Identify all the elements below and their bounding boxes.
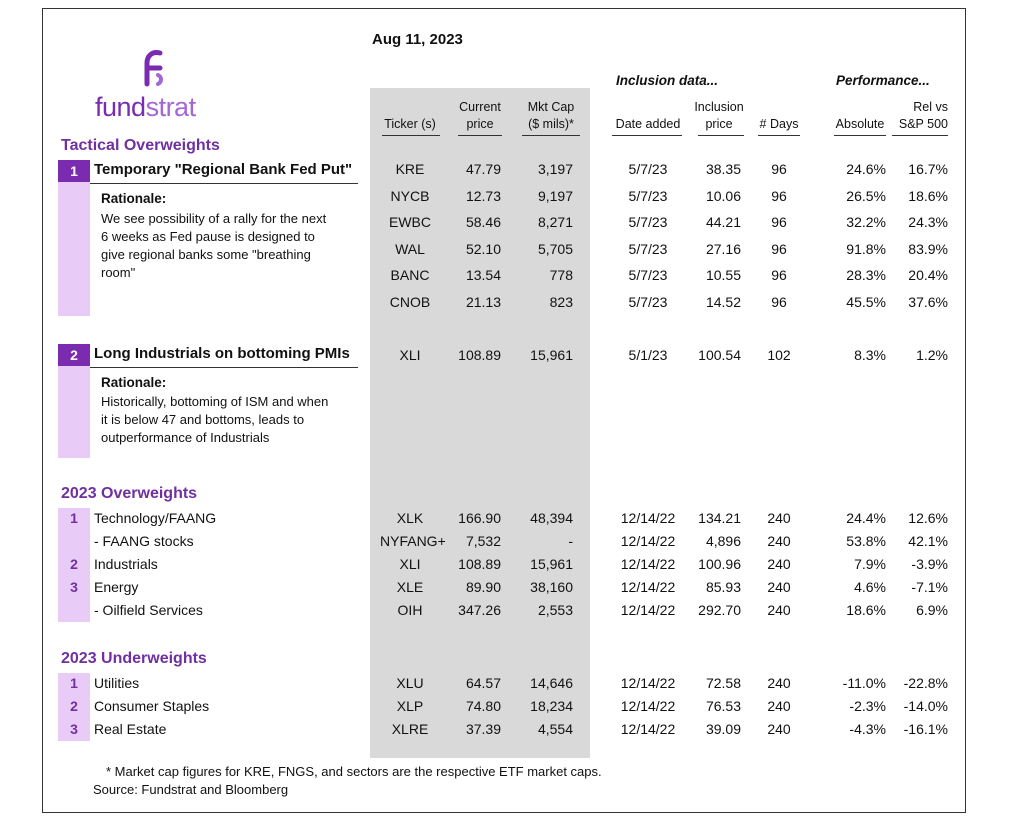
table-row-price: 108.89: [458, 556, 501, 572]
table-row-days: 96: [771, 161, 787, 177]
table-row-date: 12/14/22: [620, 533, 676, 549]
table-row-price: 21.13: [465, 293, 501, 310]
table-row-rel: 37.6%: [908, 293, 948, 310]
table-row-abs: 18.6%: [846, 602, 886, 618]
t2-ticker: XLI: [399, 347, 421, 363]
table-row-incl: 100.96: [698, 556, 741, 572]
col-incl-l1: Inclusion: [694, 100, 744, 114]
table-row-incl: 44.21: [705, 214, 741, 230]
rationale-line: outperformance of Industrials: [101, 430, 270, 445]
table-row-incl: 38.35: [705, 161, 741, 177]
header-underline: [834, 135, 886, 136]
table-row-abs: 45.5%: [846, 293, 886, 310]
table-row-abs: 28.3%: [846, 267, 886, 283]
table-row-days: 240: [767, 721, 791, 737]
table-row-incl: 14.52: [705, 293, 741, 310]
t2-mcap: 15,961: [530, 347, 573, 363]
section-2023-overweights: 2023 Overweights: [61, 485, 198, 502]
table-row-mcap: 8,271: [537, 214, 573, 230]
brand-fund: fund: [95, 92, 146, 122]
report-date: Aug 11, 2023: [372, 31, 463, 48]
inclusion-group-header: Inclusion data...: [616, 73, 719, 88]
table-row-abs: 4.6%: [854, 579, 886, 595]
tactical1-rationale-label: Rationale:: [101, 191, 167, 206]
table-row-date: 5/7/23: [628, 161, 668, 177]
col-incl-l2: price: [705, 117, 733, 131]
table-row-rel: 18.6%: [908, 187, 948, 204]
col-mcap-l2: ($ mils)*: [528, 117, 574, 131]
tactical1-title: Temporary "Regional Bank Fed Put": [94, 161, 353, 178]
sector-name: Industrials: [94, 556, 158, 572]
table-row-ticker: XLE: [396, 579, 424, 595]
table-row-mcap: 38,160: [530, 579, 573, 595]
table-row-rel: 20.4%: [908, 267, 948, 283]
rationale-line: it is below 47 and bottoms, leads to: [101, 412, 305, 427]
table-row-price: 47.79: [465, 161, 501, 177]
table-row-ticker: WAL: [395, 240, 425, 257]
table-row-price: 74.80: [465, 698, 501, 714]
table-row-ticker: XLP: [396, 698, 424, 714]
sector-name: Real Estate: [94, 721, 167, 737]
table-row-mcap: 2,553: [537, 602, 573, 618]
table-row-rel: 83.9%: [908, 240, 948, 257]
col-absolute: Absolute: [835, 117, 885, 131]
table-row-days: 240: [767, 510, 791, 526]
table-row-mcap: 778: [549, 267, 573, 283]
t2-date: 5/1/23: [628, 347, 668, 363]
table-row-days: 96: [771, 293, 787, 310]
table-row-price: 7,532: [465, 533, 501, 549]
table-row-price: 52.10: [465, 240, 501, 257]
table-row-abs: 26.5%: [846, 187, 886, 204]
row-number: 3: [70, 579, 78, 595]
table-row-date: 12/14/22: [620, 675, 676, 691]
table-row-price: 89.90: [465, 579, 501, 595]
tactical1-bar: [58, 160, 90, 316]
table-row-price: 64.57: [465, 675, 501, 691]
tactical2-title-underline: [90, 367, 358, 368]
tactical1-badge: 1: [58, 160, 90, 182]
table-row-mcap: -: [568, 533, 573, 549]
table-row-incl: 76.53: [705, 698, 741, 714]
table-row-abs: 53.8%: [846, 533, 886, 549]
rationale-line: Historically, bottoming of ISM and when: [101, 394, 329, 409]
tactical2-rationale-label: Rationale:: [101, 375, 167, 390]
row-number: 2: [70, 556, 78, 572]
row-number: 1: [70, 675, 78, 691]
col-days: # Days: [759, 117, 799, 131]
header-underline: [698, 135, 744, 136]
header-underline: [458, 135, 502, 136]
sector-name: - FAANG stocks: [94, 533, 194, 549]
rationale-line: room": [101, 265, 136, 280]
header-underline: [522, 135, 580, 136]
table-row-price: 166.90: [458, 510, 501, 526]
table-row-date: 5/7/23: [628, 214, 668, 230]
table-row-rel: 12.6%: [908, 510, 948, 526]
sector-name: - Oilfield Services: [94, 602, 203, 618]
table-row-mcap: 823: [549, 293, 573, 310]
table-row-ticker: XLRE: [391, 721, 429, 737]
sector-name: Technology/FAANG: [94, 510, 217, 526]
table-row-mcap: 48,394: [530, 510, 573, 526]
table-row-date: 5/7/23: [628, 187, 668, 204]
tactical2-badge: 2: [58, 344, 90, 366]
table-row-rel: 42.1%: [908, 533, 948, 549]
table-row-abs: 7.9%: [854, 556, 886, 572]
t2-price: 108.89: [458, 347, 501, 363]
table-row-incl: 10.55: [705, 267, 741, 283]
table-row-mcap: 4,554: [537, 721, 573, 737]
row-number: 3: [70, 721, 78, 737]
col-price-l2: price: [466, 117, 494, 131]
table-row-ticker: OIH: [397, 602, 423, 618]
table-row-abs: 24.6%: [846, 161, 886, 177]
table-row-abs: -11.0%: [842, 675, 886, 691]
footnote-mcap: * Market cap figures for KRE, FNGS, and sectors are the respective ETF market caps.: [106, 764, 602, 779]
table-row-abs: 32.2%: [846, 214, 886, 230]
table-row-incl: 292.70: [698, 602, 741, 618]
table-row-mcap: 5,705: [537, 240, 573, 257]
table-row-days: 96: [771, 187, 787, 204]
col-rel-l2: S&P 500: [898, 117, 948, 131]
col-ticker: Ticker (s): [384, 117, 436, 131]
t2-rel: 1.2%: [916, 347, 948, 363]
table-row-date: 5/7/23: [628, 240, 668, 257]
tactical1-rationale: [101, 210, 326, 282]
table-row-mcap: 14,646: [530, 675, 573, 691]
row-number: 2: [70, 698, 78, 714]
col-mcap-l1: Mkt Cap: [527, 100, 575, 114]
table-row-rel: -14.0%: [903, 698, 948, 714]
table-row-price: 37.39: [465, 721, 501, 737]
table-row-incl: 27.16: [705, 240, 741, 257]
table-row-abs: 91.8%: [846, 240, 886, 257]
t2-days: 102: [767, 347, 791, 363]
table-row-days: 240: [767, 675, 791, 691]
table-row-ticker: NYFANG+: [380, 533, 446, 549]
table-row-ticker: XLK: [396, 510, 424, 526]
table-row-days: 96: [771, 267, 787, 283]
header-underline: [612, 135, 682, 136]
table-row-abs: -4.3%: [849, 721, 886, 737]
table-row-incl: 10.06: [705, 187, 741, 204]
table-row-days: 240: [767, 698, 791, 714]
table-row-days: 240: [767, 556, 791, 572]
table-row-mcap: 3,197: [537, 161, 573, 177]
section-2023-underweights: 2023 Underweights: [61, 650, 207, 667]
table-row-mcap: 18,234: [530, 698, 573, 714]
table-row-ticker: BANC: [390, 267, 430, 283]
rationale-line: give regional banks some "breathing: [101, 247, 311, 262]
table-row-price: 12.73: [465, 187, 501, 204]
tactical2-rationale: [101, 393, 328, 447]
rationale-line: We see possibility of a rally for the next: [101, 211, 327, 226]
table-row-ticker: EWBC: [389, 214, 431, 230]
rationale-line: 6 weeks as Fed pause is designed to: [101, 229, 315, 244]
table-row-date: 12/14/22: [620, 556, 676, 572]
table-row-days: 240: [767, 533, 791, 549]
brand-wordmark: [95, 92, 196, 123]
tactical2-title: Long Industrials on bottoming PMIs: [94, 345, 350, 362]
table-row-date: 12/14/22: [620, 721, 676, 737]
table-row-incl: 4,896: [705, 533, 741, 549]
table-row-mcap: 15,961: [530, 556, 573, 572]
brand-strat: strat: [145, 92, 196, 122]
header-underline: [758, 135, 800, 136]
table-row-price: 58.46: [465, 214, 501, 230]
table-row-rel: -22.8%: [903, 675, 948, 691]
table-row-ticker: CNOB: [389, 293, 431, 310]
table-row-date: 12/14/22: [620, 602, 676, 618]
col-rel-l1: Rel vs: [913, 100, 948, 114]
table-row-abs: -2.3%: [849, 698, 886, 714]
table-row-ticker: XLU: [396, 675, 424, 691]
t2-incl: 100.54: [698, 347, 741, 363]
table-row-abs: 24.4%: [846, 510, 886, 526]
fundstrat-logo-icon: [136, 47, 170, 87]
table-row-rel: -3.9%: [911, 556, 948, 572]
table-row-days: 96: [771, 214, 787, 230]
row-number: 1: [70, 510, 78, 526]
sector-name: Energy: [94, 579, 139, 595]
table-row-incl: 85.93: [705, 579, 741, 595]
table-row-rel: 24.3%: [908, 214, 948, 230]
table-row-incl: 134.21: [698, 510, 741, 526]
col-date-added: Date added: [615, 117, 681, 131]
table-row-date: 12/14/22: [620, 698, 676, 714]
table-row-price: 347.26: [458, 602, 501, 618]
table-row-incl: 39.09: [705, 721, 741, 737]
sector-name: Consumer Staples: [94, 698, 210, 714]
sector-name: Utilities: [94, 675, 140, 691]
table-row-price: 13.54: [465, 267, 501, 283]
table-row-rel: 6.9%: [916, 602, 948, 618]
tactical1-title-underline: [90, 183, 358, 184]
table-row-date: 12/14/22: [620, 579, 676, 595]
table-row-rel: -16.1%: [903, 721, 948, 737]
table-row-date: 12/14/22: [620, 510, 676, 526]
table-row-days: 240: [767, 579, 791, 595]
table-row-mcap: 9,197: [537, 187, 573, 204]
t2-abs: 8.3%: [854, 347, 886, 363]
table-row-ticker: XLI: [399, 556, 421, 572]
table-row-days: 240: [767, 602, 791, 618]
table-row-ticker: NYCB: [390, 187, 430, 204]
table-row-rel: -7.1%: [911, 579, 948, 595]
table-row-incl: 72.58: [705, 675, 741, 691]
col-price-l1: Current: [459, 100, 501, 114]
table-row-date: 5/7/23: [628, 293, 668, 310]
table-row-days: 96: [771, 240, 787, 257]
table-row-rel: 16.7%: [908, 161, 948, 177]
performance-group-header: Performance...: [836, 73, 930, 88]
footnote-source: Source: Fundstrat and Bloomberg: [93, 782, 289, 797]
header-underline: [892, 135, 948, 136]
table-row-ticker: KRE: [395, 161, 425, 177]
table-row-date: 5/7/23: [628, 267, 668, 283]
header-underline: [382, 135, 440, 136]
section-tactical-overweights: Tactical Overweights: [61, 137, 220, 154]
